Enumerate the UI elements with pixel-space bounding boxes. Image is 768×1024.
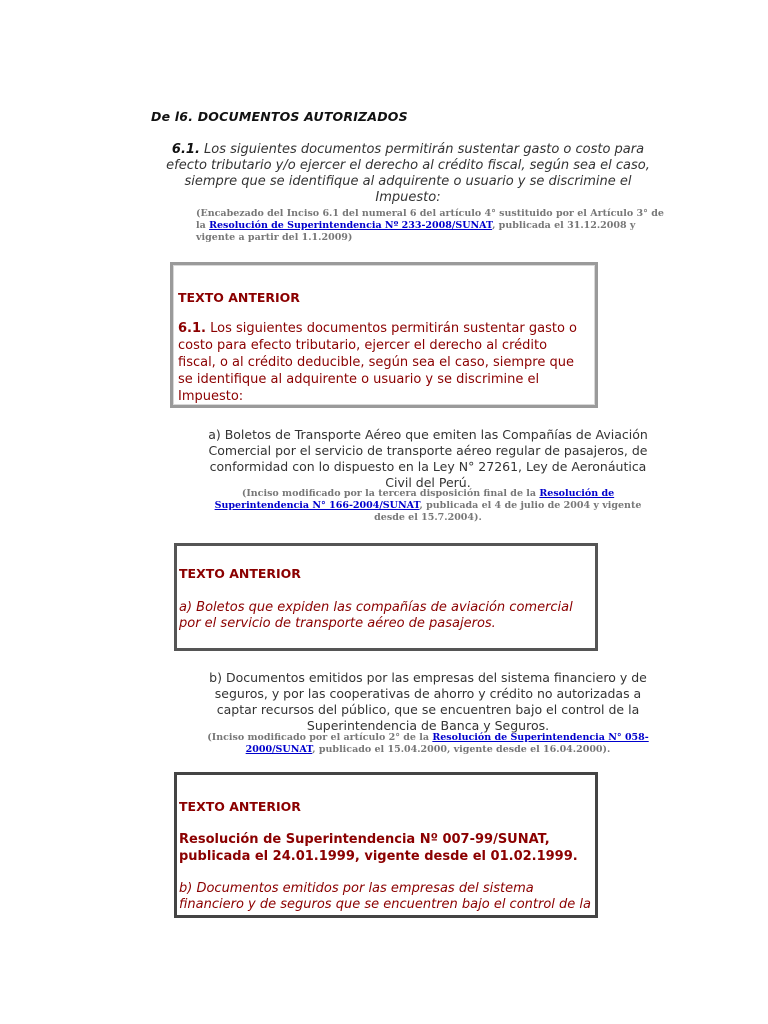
item-b-note-prefix: (Inciso modificado por el artículo 2° de la	[207, 732, 433, 743]
item-b-note-link[interactable]: Resolución de Superintendencia N° 058-2000/SUNAT	[245, 732, 649, 755]
note1-suffix: , publicada el 31.12.2008 y vigente a partir del 1.1.2009)	[196, 220, 636, 243]
box2-label: TEXTO ANTERIOR	[179, 566, 301, 581]
item-b-note-suffix: , publicado el 15.04.2000, vigente desde el 16.04.2000).	[312, 744, 611, 755]
amendment-note-1	[196, 208, 666, 244]
intro-text: Los siguientes documentos permitirán sustentar gasto o costo para efecto tributario y/o ejercer el derecho al crédito fiscal, según sea el caso, siempre que se identifique al adquirente o usuario y se discrimine el Impuesto:	[166, 142, 650, 205]
box1-number: 6.1.	[178, 321, 206, 336]
item-a-note-prefix: (Inciso modificado por la tercera disposición final de la	[241, 488, 540, 499]
previous-text-box-1	[170, 262, 598, 408]
previous-text-box-3	[174, 772, 598, 918]
intro-number: 6.1.	[171, 142, 200, 157]
box3-label: TEXTO ANTERIOR	[179, 799, 301, 814]
section-heading: De l6. DOCUMENTOS AUTORIZADOS	[151, 109, 408, 124]
box2-text: a) Boletos que expiden las compañías de aviación comercial por el servicio de transporte aéreo de pasajeros.	[179, 600, 573, 631]
item-a: a) Boletos de Transporte Aéreo que emiten las Compañías de Aviación Comercial por el servicio de transporte aéreo regular de pasajeros, de conformidad con lo dispuesto en la Ley N° 27261, Ley de Aeronáutica Civil del Perú.	[208, 427, 648, 490]
box1-text: Los siguientes documentos permitirán sustentar gasto o costo para efecto tributario, ejercer el derecho al crédito fiscal, o al crédito deducible, según sea el caso, siempre que se identifique al adquirente o usuario y se discrimine el Impuesto:	[178, 321, 577, 404]
box3-resolution: Resolución de Superintendencia Nº 007-99/SUNAT, publicada el 24.01.1999, vigente desde el 01.02.1999.	[179, 832, 578, 864]
note1-prefix: (Encabezado del Inciso 6.1 del numeral 6 del artículo 4° sustituido por el Artículo 3° de la	[196, 208, 664, 231]
item-b: b) Documentos emitidos por las empresas del sistema financiero y de seguros, y por las cooperativas de ahorro y crédito no autorizadas a captar recursos del público, que se encuentren bajo el control de la Superintendencia de Banca y Seguros.	[209, 670, 647, 733]
item-a-note-suffix: , publicada el 4 de julio de 2004 y vigente desde el 15.7.2004).	[374, 500, 642, 523]
box3-text: b) Documentos emitidos por las empresas del sistema financiero y de seguros que se encuentren bajo el control de la	[179, 881, 592, 912]
box1-paragraph	[178, 320, 588, 405]
intro-paragraph	[150, 142, 666, 206]
previous-text-box-2	[174, 543, 598, 651]
item-a-note-link[interactable]: Resolución de Superintendencia N° 166-2004/SUNAT	[214, 488, 615, 511]
box1-label: TEXTO ANTERIOR	[178, 290, 300, 305]
item-a-note	[208, 488, 648, 524]
note1-link[interactable]: Resolución de Superintendencia Nº 233-2008/SUNAT	[209, 220, 493, 231]
item-b-note	[204, 732, 652, 756]
